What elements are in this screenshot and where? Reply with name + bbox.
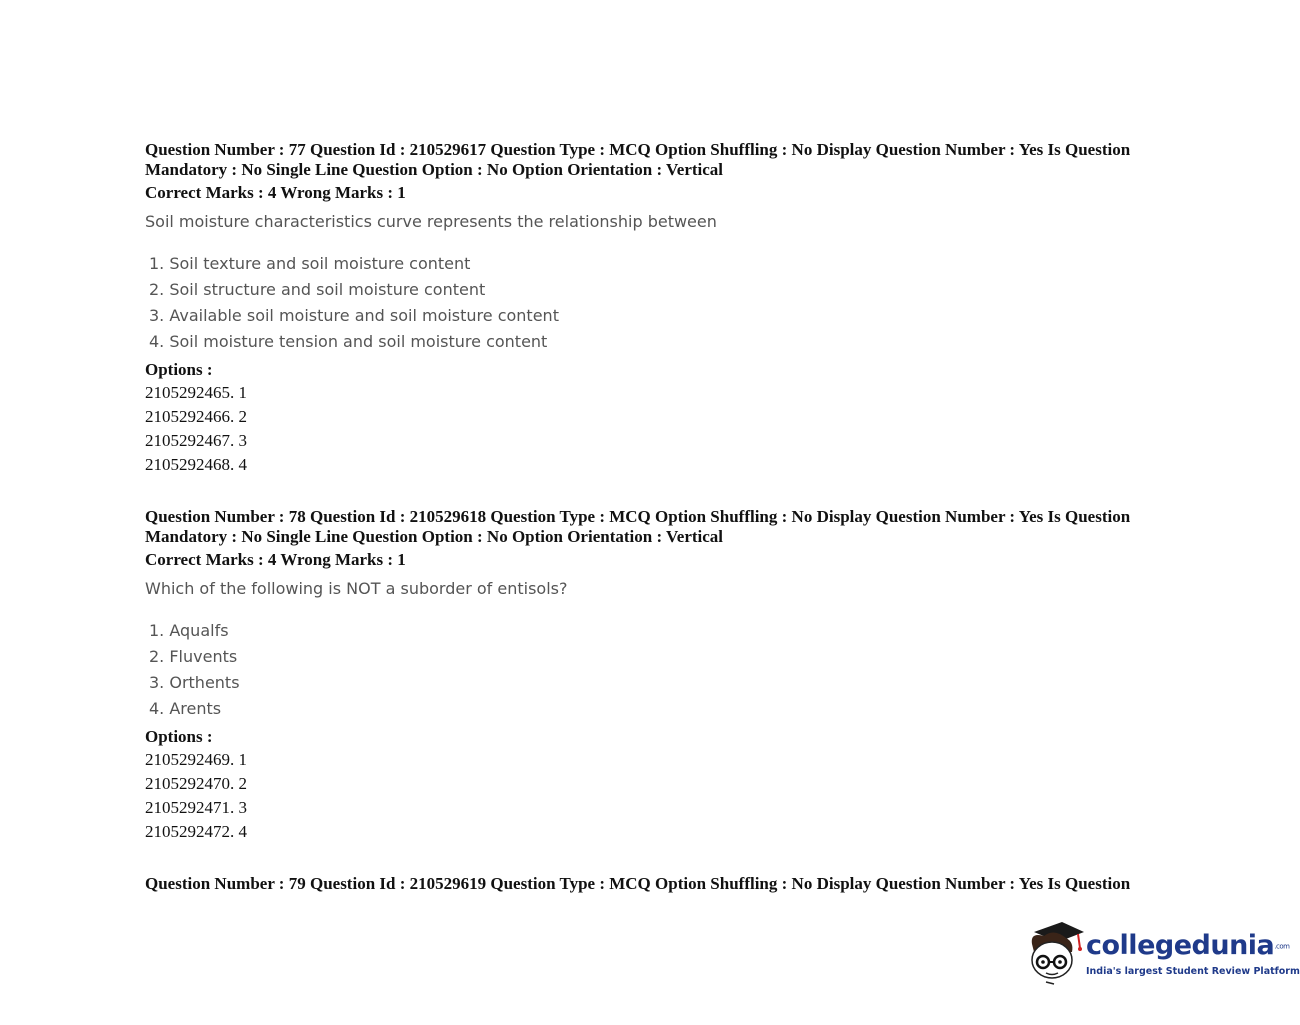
option-id: 2105292465. 1 [145, 383, 247, 402]
choice-list [149, 253, 1155, 357]
question-79 [145, 874, 1130, 894]
option-id: 2105292472. 4 [145, 822, 247, 841]
options-label: Options : [145, 727, 213, 746]
choice-item: 1. Aqualfs [149, 621, 229, 640]
choice-item: 2. Soil structure and soil moisture content [149, 280, 486, 299]
logo-wordmark: collegedunia.com [1086, 930, 1290, 961]
question-meta: Question Number : 78 Question Id : 210529618 Question Type : MCQ Option Shuffling : No Display Question Number : Yes Is Question Mandatory : No Single Line Question Option : No Option Orientation : Vertical [145, 507, 1131, 546]
question-78 [145, 507, 1155, 844]
choice-item: 4. Arents [149, 699, 222, 718]
graduate-mascot-icon [1024, 918, 1086, 988]
option-id: 2105292470. 2 [145, 774, 247, 793]
choice-item: 3. Available soil moisture and soil moisture content [149, 306, 559, 325]
question-meta: Question Number : 77 Question Id : 210529617 Question Type : MCQ Option Shuffling : No Display Question Number : Yes Is Question Mandatory : No Single Line Question Option : No Option Orientation : Vertical [145, 140, 1131, 179]
question-marks: Correct Marks : 4 Wrong Marks : 1 [145, 183, 406, 202]
collegedunia-logo [1024, 918, 1300, 993]
choice-item: 2. Fluvents [149, 647, 238, 666]
option-id: 2105292466. 2 [145, 407, 247, 426]
question-stem: Soil moisture characteristics curve represents the relationship between [145, 212, 717, 231]
option-id: 2105292471. 3 [145, 798, 247, 817]
option-id-list [145, 748, 1155, 844]
option-id-list [145, 381, 1155, 477]
options-label: Options : [145, 360, 213, 379]
option-id: 2105292467. 3 [145, 431, 247, 450]
choice-list [149, 620, 1155, 724]
question-meta: Question Number : 79 Question Id : 210529619 Question Type : MCQ Option Shuffling : No Display Question Number : Yes Is Question [145, 874, 1131, 893]
choice-item: 4. Soil moisture tension and soil moisture content [149, 332, 548, 351]
question-77 [145, 140, 1155, 477]
question-marks: Correct Marks : 4 Wrong Marks : 1 [145, 550, 406, 569]
logo-tagline: India's largest Student Review Platform [1086, 966, 1300, 977]
choice-item: 3. Orthents [149, 673, 240, 692]
question-stem: Which of the following is NOT a suborder of entisols? [145, 579, 568, 598]
choice-item: 1. Soil texture and soil moisture content [149, 254, 471, 273]
option-id: 2105292469. 1 [145, 750, 247, 769]
option-id: 2105292468. 4 [145, 455, 247, 474]
